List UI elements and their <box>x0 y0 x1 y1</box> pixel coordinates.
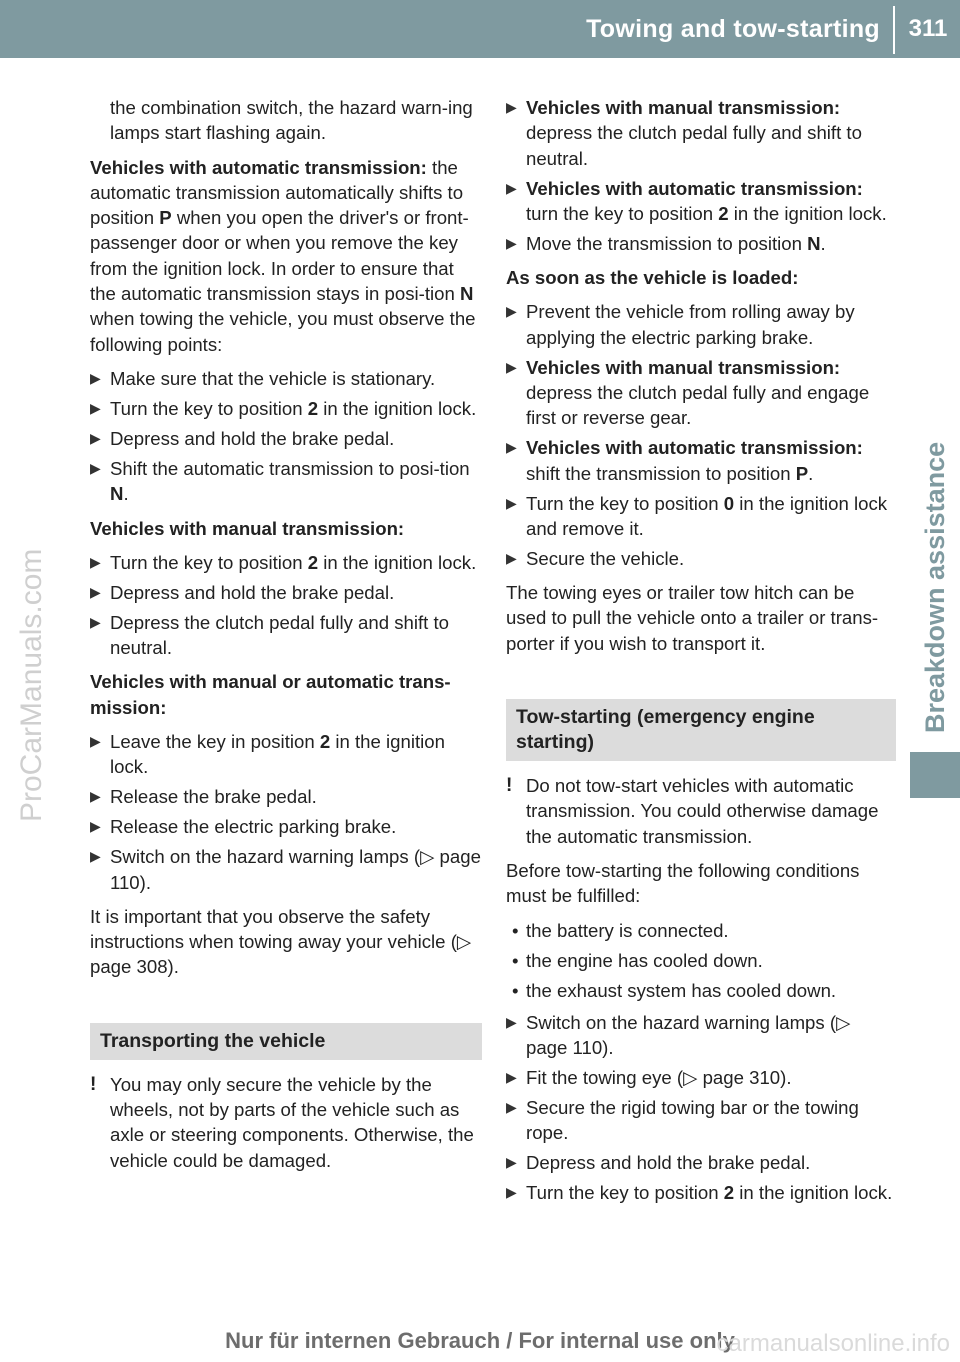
warning-icon: ! <box>506 775 513 797</box>
warning-tow-start: ! Do not tow-start vehicles with automatic transmission. You could otherwise damage the automatic transmission. <box>506 775 879 847</box>
page-ref-icon: ▷ <box>420 846 435 868</box>
step-arrow-icon: ▶ <box>506 358 517 375</box>
step-hazard-lamps: ▶ Switch on the hazard warning lamps (▷ page 110). <box>90 846 481 893</box>
footer-site-watermark: carmanualsonline.info <box>716 1330 950 1357</box>
step-arrow-icon: ▶ <box>90 429 101 446</box>
step-arrow-icon: ▶ <box>90 583 101 600</box>
step-arrow-icon: ▶ <box>506 1184 517 1201</box>
conditions-paragraph: Before tow-starting the following conditions must be fulfilled: <box>506 859 860 907</box>
step-turn-key-manual: ▶ Turn the key to position 2 in the ignition lock. <box>90 550 482 575</box>
safety-paragraph: It is important that you observe the safety instructions when towing away your vehicle (▷ page 308). <box>90 905 472 978</box>
auto-heading: Vehicles with automatic transmission: <box>90 156 427 178</box>
step-arrow-icon: ▶ <box>506 494 517 511</box>
step-clutch: ▶ Depress the clutch pedal fully and shift to neutral. <box>90 611 450 659</box>
step-arrow-icon: ▶ <box>90 369 101 386</box>
header-separator <box>893 6 895 54</box>
section-transporting: Transporting the vehicle <box>90 1023 482 1060</box>
step-arrow-icon: ▶ <box>506 1069 517 1086</box>
bullet-icon: • <box>512 979 519 1001</box>
step-brake-right: ▶ Depress and hold the brake pedal. <box>506 1150 896 1175</box>
step-leave-key: ▶ Leave the key in position 2 in the ignition lock. <box>90 730 445 778</box>
step-arrow-icon: ▶ <box>90 732 101 749</box>
loaded-heading: As soon as the vehicle is loaded: <box>506 267 799 289</box>
step-towing-bar: ▶ Secure the rigid towing bar or the towing rope. <box>506 1097 859 1144</box>
bullet-icon: • <box>512 919 519 941</box>
step-arrow-icon: ▶ <box>90 788 101 805</box>
step-arrow-icon: ▶ <box>506 234 517 251</box>
step-stationary: ▶ Make sure that the vehicle is stationary. <box>90 366 482 391</box>
auto-text-3: when towing the vehicle, you must observe the following points: <box>90 308 476 355</box>
step-manual-clutch: ▶ Vehicles with manual transmission: depress the clutch pedal fully and shift to neutral. <box>506 97 862 169</box>
watermark-side: ProCarManuals.com <box>15 548 48 822</box>
step-arrow-icon: ▶ <box>506 549 517 566</box>
right-column <box>506 95 896 1210</box>
bullet-icon: • <box>512 949 519 971</box>
step-turn-key: ▶ Turn the key to position 2 in the ignition lock. <box>90 396 482 421</box>
page-ref-icon: ▷ <box>683 1067 698 1089</box>
step-manual-gear: ▶ Vehicles with manual transmission: depress the clutch pedal fully and engage first or reverse gear. <box>506 356 870 429</box>
step-towing-eye: ▶ Fit the towing eye (▷ page 310). <box>506 1065 896 1090</box>
auto-pos-p: P <box>159 207 172 229</box>
step-move-n: ▶ Move the transmission to position N. <box>506 231 896 256</box>
auto-text-1: the automatic transmission automatically shifts to position <box>90 156 464 229</box>
step-release-brake: ▶ Release the brake pedal. <box>90 784 482 809</box>
step-arrow-icon: ▶ <box>90 848 101 865</box>
chapter-title: Towing and tow-starting <box>586 15 880 43</box>
section-tow-starting: Tow-starting (emergency engine starting) <box>506 699 896 761</box>
step-brake-manual: ▶ Depress and hold the brake pedal. <box>90 580 482 605</box>
condition-item: • the battery is connected. <box>506 918 896 943</box>
step-key-zero: ▶ Turn the key to position 0 in the ignition lock and remove it. <box>506 492 888 539</box>
page-number: 311 <box>908 15 948 42</box>
step-arrow-icon: ▶ <box>506 99 517 115</box>
auto-pos-n: N <box>459 283 474 305</box>
left-column <box>90 95 482 1182</box>
auto-transmission-paragraph <box>90 155 482 357</box>
condition-item: • the engine has cooled down. <box>506 948 896 973</box>
step-arrow-icon: ▶ <box>506 1013 517 1030</box>
manual-heading: Vehicles with manual transmission: <box>90 517 405 539</box>
step-arrow-icon: ▶ <box>506 1099 517 1116</box>
step-arrow-icon: ▶ <box>506 439 517 456</box>
step-release-parking-brake: ▶ Release the electric parking brake. <box>90 814 482 839</box>
both-heading: Vehicles with manual or automatic trans-mission: <box>90 671 451 718</box>
spacer <box>90 989 482 1023</box>
step-arrow-icon: ▶ <box>90 553 101 570</box>
page-ref-icon: ▷ <box>836 1011 851 1033</box>
step-shift-n: ▶ Shift the automatic transmission to posi-tion N. <box>90 457 470 505</box>
step-hazard-lamps-right: ▶ Switch on the hazard warning lamps (▷ page 110). <box>506 1011 851 1059</box>
step-brake: ▶ Depress and hold the brake pedal. <box>90 426 482 451</box>
step-arrow-icon: ▶ <box>506 179 517 196</box>
step-arrow-icon: ▶ <box>506 1154 517 1171</box>
step-arrow-icon: ▶ <box>90 459 101 476</box>
footer-internal-use: Nur für internen Gebrauch / For internal use only <box>225 1328 735 1353</box>
step-secure-vehicle: ▶ Secure the vehicle. <box>506 546 896 571</box>
step-arrow-icon: ▶ <box>506 303 517 320</box>
step-auto-p: ▶ Vehicles with automatic transmission: shift the transmission to position P. <box>506 437 863 484</box>
step-parking-brake: ▶ Prevent the vehicle from rolling away by applying the electric parking brake. <box>506 301 855 348</box>
side-tab-label: Breakdown assistance <box>920 441 950 734</box>
towing-eyes-paragraph: The towing eyes or trailer tow hitch can be used to pull the vehicle onto a trailer or trans-porter if you wish to transport it. <box>506 582 879 654</box>
page-ref-icon: ▷ <box>456 931 472 953</box>
step-arrow-icon: ▶ <box>90 399 101 416</box>
step-turn-key-right: ▶ Turn the key to position 2 in the ignition lock. <box>506 1180 896 1205</box>
spacer <box>506 665 896 699</box>
side-tab-marker <box>910 752 960 798</box>
step-arrow-icon: ▶ <box>90 818 101 835</box>
condition-item: • the exhaust system has cooled down. <box>506 978 896 1003</box>
step-arrow-icon: ▶ <box>90 613 101 630</box>
intro-continuation: the combination switch, the hazard warn-ing lamps start flashing again. <box>110 97 473 144</box>
step-auto-key: ▶ Vehicles with automatic transmission: turn the key to position 2 in the ignition lock. <box>506 177 887 224</box>
warning-icon: ! <box>90 1073 97 1095</box>
auto-text-2: when you open the driver's or front-passenger door or when you remove the key from the ignition lock. In order to ensure that the automatic transmission stays in posi-tion <box>90 207 469 305</box>
warning-transport: ! You may only secure the vehicle by the wheels, not by parts of the vehicle such as axle or steering components. Otherwise, the vehicle could be damaged. <box>90 1073 474 1171</box>
